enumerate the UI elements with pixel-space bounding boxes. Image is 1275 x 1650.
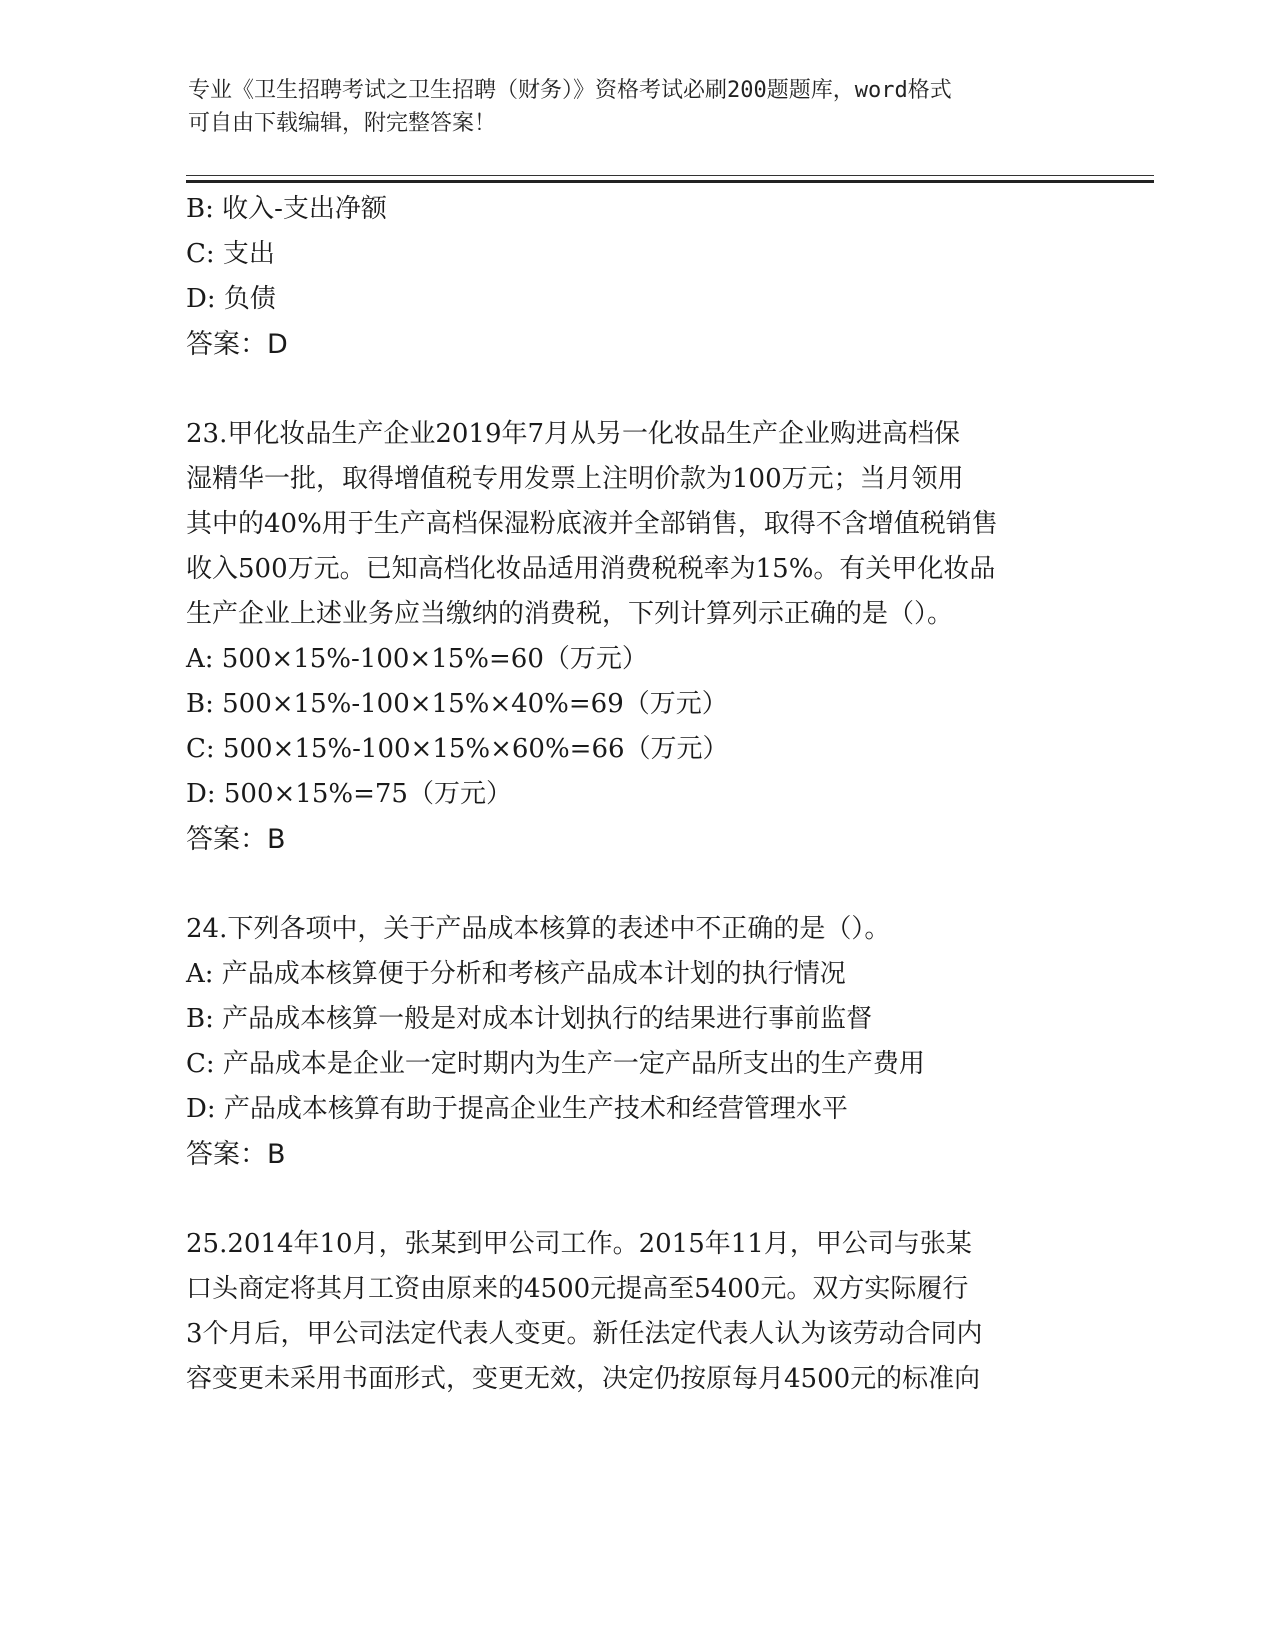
option-a: A: 产品成本核算便于分析和考核产品成本计划的执行情况 xyxy=(186,959,846,989)
option-d: D: 负债 xyxy=(186,284,276,314)
question-23 xyxy=(186,412,1086,862)
question-stem-line: 湿精华一批，取得增值税专用发票上注明价款为100万元；当月领用 xyxy=(186,464,964,494)
question-25 xyxy=(186,1222,1086,1402)
header-rule-thick xyxy=(186,180,1154,183)
question-stem-line: 3个月后，甲公司法定代表人变更。新任法定代表人认为该劳动合同内 xyxy=(186,1319,983,1349)
document-header xyxy=(188,74,1088,140)
answer: 答案：B xyxy=(186,824,286,855)
option-b: B: 500×15%-100×15%×40%=69（万元） xyxy=(186,689,728,719)
option-c: C: 500×15%-100×15%×60%=66（万元） xyxy=(186,734,729,764)
option-c: C: 支出 xyxy=(186,239,275,269)
header-line-2: 可自由下载编辑，附完整答案！ xyxy=(188,111,497,136)
question-24 xyxy=(186,907,1086,1177)
question-stem-line: 生产企业上述业务应当缴纳的消费税，下列计算列示正确的是（）。 xyxy=(186,599,954,629)
answer: 答案：B xyxy=(186,1139,286,1170)
option-d: D: 产品成本核算有助于提高企业生产技术和经营管理水平 xyxy=(186,1094,848,1124)
option-d: D: 500×15%=75（万元） xyxy=(186,779,512,809)
option-a: A: 500×15%-100×15%=60（万元） xyxy=(186,644,648,674)
question-stem-line: 收入500万元。已知高档化妆品适用消费税税率为15%。有关甲化妆品 xyxy=(186,554,996,584)
question-stem-line: 容变更未采用书面形式，变更无效，决定仍按原每月4500元的标准向 xyxy=(186,1364,981,1394)
answer: 答案：D xyxy=(186,329,288,360)
question-stem-line: 23.甲化妆品生产企业2019年7月从另一化妆品生产企业购进高档保 xyxy=(186,419,961,449)
question-stem-line: 口头商定将其月工资由原来的4500元提高至5400元。双方实际履行 xyxy=(186,1274,969,1304)
question-stem-line: 其中的40%用于生产高档保湿粉底液并全部销售，取得不含增值税销售 xyxy=(186,509,998,539)
question-content xyxy=(186,187,1086,1402)
question-stem-line: 24.下列各项中，关于产品成本核算的表述中不正确的是（）。 xyxy=(186,914,891,944)
question-stem-line: 25.2014年10月，张某到甲公司工作。2015年11月，甲公司与张某 xyxy=(186,1229,972,1259)
option-c: C: 产品成本是企业一定时期内为生产一定产品所支出的生产费用 xyxy=(186,1049,925,1079)
header-rule-thin xyxy=(186,175,1154,176)
header-line-1: 专业《卫生招聘考试之卫生招聘（财务）》资格考试必刷200题题库，word格式 xyxy=(188,78,952,103)
option-b: B: 产品成本核算一般是对成本计划执行的结果进行事前监督 xyxy=(186,1004,873,1034)
question-22 xyxy=(186,187,1086,367)
option-b: B: 收入-支出净额 xyxy=(186,194,387,224)
